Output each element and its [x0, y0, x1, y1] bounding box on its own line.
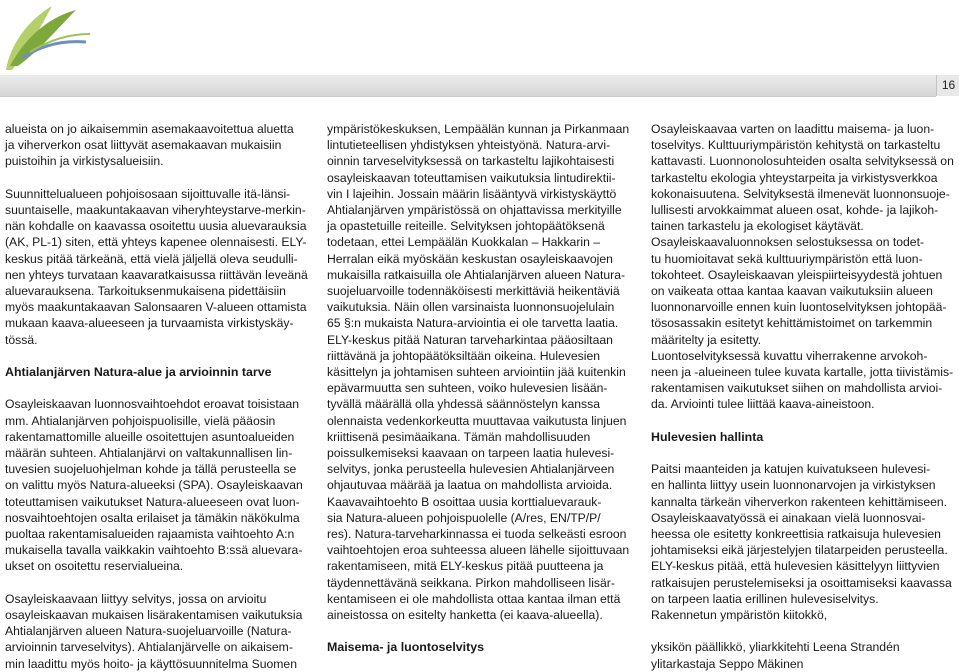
text-line: puoltaa rakentamisalueiden rajaamista vaihtoehto A:n	[5, 527, 295, 542]
text-line: ratkaisujen perustelemiseksi ja osoittamiseksi kaavassa	[651, 575, 952, 590]
text-line: Kaavavaihtoehto B osoittaa uusia korttialuevarauk-	[327, 494, 602, 509]
text-column-3	[651, 121, 957, 672]
text-line: ELY-keskus pitää Naturan tarveharkintaa pääosiltaan	[327, 332, 613, 347]
text-line: keskus pitää tärkeänä, että vielä jäljellä oleva seudulli-	[5, 251, 298, 266]
text-line: tuvesien suojeluohjelman kohde ja tällä perusteella se	[5, 462, 297, 477]
text-line: Luontoselvityksessä kuvattu viherrakenne arvokoh-	[651, 348, 928, 363]
text-column-2	[327, 121, 639, 656]
text-line: täydennettävänä seikkana. Pirkon mahdolliseen lisär-	[327, 575, 615, 590]
text-line: suuntaiselle, maakuntakaavan viheryhteystarve-merkin-	[5, 203, 306, 217]
text-line: Herralan eikä myöskään keskustan osayleiskaavojen	[327, 251, 613, 266]
text-line: heessa ole esitetty konkreettisia ratkaisuja hulevesien	[651, 527, 941, 542]
paragraph-gap	[5, 380, 315, 396]
text-line: luonnonarvoille ennen kuin luontoselvityksen johtopää-	[651, 300, 947, 315]
text-line: toteuttamisen vaikutukset Natura-alueeseen ovat luon-	[5, 494, 300, 509]
text-line: osayleiskaavan mukaisen lisärakentamisen vaikutuksia	[5, 608, 303, 623]
text-line: kannalta tärkeän viherverkon rakenteen kehittämiseen.	[651, 494, 948, 509]
text-line: mukaisilla ratkaisuilla ole Ahtialanjärven alueen Natura-	[327, 267, 626, 282]
text-line: vin I lajeihin. Jossain määrin lisääntyvä virkistyskäyttö	[327, 186, 617, 201]
text-line: käsittelyn ja johtamisen suhteen arviointiin jää kuitenkin	[327, 365, 626, 380]
text-line: res). Natura-tarveharkinnassa ei tuoda selkeästi esroon	[327, 527, 627, 542]
text-line: oinnin tarveselvityksessä on tarkasteltu lajikohtaisesti	[327, 154, 615, 169]
text-line: johtamiseksi eikä järjestelyjen tilatarpeiden perusteella.	[651, 543, 948, 558]
text-line: min laadittu myös hoito- ja käyttösuunnitelma Suomen	[5, 656, 297, 671]
text-line: toselvitys. Kulttuuriympäristön kehitystä on tarkasteltu	[651, 138, 941, 153]
text-line: Ahtialanjärven alueen Natura-suojeluarvoille (Natura-	[5, 624, 292, 639]
text-line: Osayleiskaavaluonnoksen selostuksessa on todet-	[651, 235, 925, 250]
section-heading: Ahtialanjärven Natura-alue ja arvioinnin tarve	[5, 365, 272, 380]
text-line: Osayleiskaavaa varten on laadittu maisema- ja luon-	[651, 122, 935, 136]
text-line: vaikutuksia. Näin ollen varsinaista luonnonsuojelulain	[327, 300, 615, 315]
text-line: mukaan kaava-alueeseen ja turvaamista virkistyskäy-	[5, 316, 294, 331]
text-line: aluevarauksena. Tarkoituksenmukaisena pidettäisiin	[5, 284, 286, 299]
text-line: tainen tarkastelu ja ekologiset käytävät.	[651, 219, 864, 234]
text-line: tyvällä määrällä olla yhdessä säännöstelyn kanssa	[327, 397, 601, 412]
text-line: ja viherverkon osat liittyvät asemakaavan mukaisiin	[5, 138, 282, 153]
text-line: myös maakuntakaavan Salonsaaren V-alueen ottamista	[5, 300, 307, 315]
text-line: tösosassakin esitetyt kehittämistoimet on tarkemmin	[651, 316, 933, 331]
paragraph-gap	[651, 623, 957, 639]
text-line: tokohteet. Osayleiskaavan yleispiirteisyydestä johtuen	[651, 267, 943, 282]
paragraph-gap	[651, 445, 957, 461]
text-line: en hallinta liittyy usein luonnonarvojen ja virkistyksen	[651, 478, 936, 493]
text-line: arvioinnin tarveselvitys). Ahtialanjärvelle on aikaisem-	[5, 640, 293, 655]
text-line: 65 §:n mukaista Natura-arviointia ei ole tarvetta laatia.	[327, 316, 619, 331]
text-line: ukset on osoitettu reservialueina.	[5, 559, 184, 574]
text-line: selvitys, jonka perusteella hulevesien Ahtialanjärveen	[327, 462, 615, 477]
text-line: sia Natura-alueen pohjoispuolelle (A/res, EN/TP/P/	[327, 510, 601, 525]
text-line: nen yhteys turvataan kaavaratkaisussa riittävän leveänä	[5, 267, 308, 282]
text-line: on vaikeata ottaa kantaa kaavan vaikutuksiin alueen	[651, 284, 933, 299]
text-line: alueista on jo aikaisemmin asemakaavoitettua aluetta	[5, 122, 294, 136]
text-line: osayleiskaavan toteuttamisen vaikutuksia lintudirektii-	[327, 170, 616, 185]
text-line: vaihtoehtojen eroa suhteessa alueen lähelle sijoittuvaan	[327, 543, 630, 558]
text-line: suojeluarvoille todennäköisesti merkittäviä heikentäviä	[327, 284, 620, 299]
text-line: Rakennetun ympäristön kiitokkö,	[651, 608, 828, 623]
text-line: on tarpeen laatia erillinen hulevesiselvitys.	[651, 591, 879, 606]
text-line: ympäristökeskuksen, Lempäälän kunnan ja Pirkanmaan	[327, 122, 630, 136]
text-line: mukaisella tavalla vaikkakin vaihtoehto B:ssä aluevara-	[5, 543, 303, 558]
text-line: kriittisenä pesimäaikana. Tämän mahdollisuuden	[327, 429, 591, 444]
page-number: 16	[936, 75, 959, 96]
paragraph-gap	[5, 170, 315, 186]
text-line: ELY-keskus pitää, että hulevesien käsittelyyn liittyvien	[651, 559, 940, 574]
text-line: neen ja -alueineen tulee kuvata kartalle, jotta tiivistämis-	[651, 365, 954, 380]
text-line: määrän suhteen. Ahtialanjärvi on valtakunnallisen lin-	[5, 446, 293, 461]
text-line: da. Arviointi tulee liittää kaava-aineistoon.	[651, 397, 875, 412]
text-line: lintutieteellisen yhdistyksen yhteistyönä. Natura-arvi-	[327, 138, 611, 153]
text-line: kentamiseen ei ole mahdollista ottaa kantaa ilman että	[327, 591, 621, 606]
text-line: rakentamattomille alueille osoitettujen asuntoalueiden	[5, 429, 295, 444]
text-line: tu huomioitavat sekä kulttuuriympäristön että luon-	[651, 251, 923, 266]
paragraph-gap	[327, 623, 639, 639]
text-line: aineistossa on esitelty hanketta (ei kaava-alueella).	[327, 608, 603, 623]
text-line: tarkasteltu ekologia yhteystarpeita ja virkistysverkkoa	[651, 170, 938, 185]
header-bar	[0, 75, 936, 97]
paragraph-gap	[5, 575, 315, 591]
paragraph-gap	[5, 348, 315, 364]
text-line: rakentamisen vaikutukset siihen on mahdollista arvioi-	[651, 381, 943, 396]
text-line: poissulkemiseksi kaavaan on tarpeen laatia hulevesi-	[327, 446, 615, 461]
text-line: Osayleiskaavan luonnosvaihtoehdot eroavat toisistaan	[5, 397, 300, 412]
text-line: Paitsi maanteiden ja katujen kuivatukseen hulevesi-	[651, 462, 931, 477]
text-line: kokonaisuutena. Selvityksestä ilmenevät luonnonsuoje-	[651, 186, 950, 201]
text-line: olennaista vedenkorkeutta muuttavaa vaikutusta linjuen	[327, 413, 627, 428]
text-line: yksikön päällikkö, yliarkkitehti Leena Strandén	[651, 640, 900, 655]
organization-logo-icon	[0, 0, 100, 75]
section-heading: Maisema- ja luontoselvitys	[327, 640, 485, 655]
text-line: nän kohdalle on kaavassa osoitettu uusia aluevarauksia	[5, 219, 307, 234]
paragraph-gap	[651, 413, 957, 429]
text-line: määritelty ja esitetty.	[651, 332, 762, 347]
text-line: nosvaihtoehtojen osalta erilaiset ja tämäkin näkökulma	[5, 510, 300, 525]
text-line: lullisesti arvokkaimmat alueen osat, kohde- ja lajikoh-	[651, 203, 939, 218]
text-line: Osayleiskaavatyössä ei ainakaan vielä luonnosvai-	[651, 510, 926, 525]
text-line: puistoihin ja virkistysalueisiin.	[5, 154, 164, 169]
text-column-1	[5, 121, 315, 672]
text-line: Suunnittelualueen pohjoisosaan sijoittuvalle itä-länsi-	[5, 186, 291, 201]
text-line: todetaan, ettei Lempäälän Kuokkalan – Hakkarin –	[327, 235, 601, 250]
text-line: rakentamiseen, mitä ELY-keskus pitää puutteena ja	[327, 559, 604, 574]
text-line: on valittu myös Natura-alueeksi (SPA). Osayleiskaavan	[5, 478, 303, 493]
section-heading: Hulevesien hallinta	[651, 429, 764, 444]
text-line: epävarmuutta sen suhteen, voiko hulevesien lisään-	[327, 381, 608, 396]
text-line: riittävänä ja johtopäätöksiltään oikeina. Hulevesien	[327, 348, 601, 363]
text-line: ylitarkastaja Seppo Mäkinen	[651, 656, 804, 671]
text-line: mm. Ahtialanjärven pohjoispuolisille, vielä pääosin	[5, 413, 276, 428]
text-line: kattavasti. Luonnonolosuhteiden osalta selvityksessä on	[651, 154, 954, 169]
text-line: ja opastetuille reiteille. Selvityksen johtopäätöksenä	[327, 219, 605, 234]
text-line: Osayleiskaavaan liittyy selvitys, jossa on arvioitu	[5, 591, 267, 606]
text-line: (AK, PL-1) siten, että yhteys kapenee olennaisesti. ELY-	[5, 235, 307, 250]
text-line: Ahtialanjärven ympäristössä on ohjattavissa merkityille	[327, 203, 622, 218]
text-line: tössä.	[5, 332, 38, 347]
text-line: ohjautuvaa määrää ja laatua on mahdollista arvioida.	[327, 478, 613, 493]
